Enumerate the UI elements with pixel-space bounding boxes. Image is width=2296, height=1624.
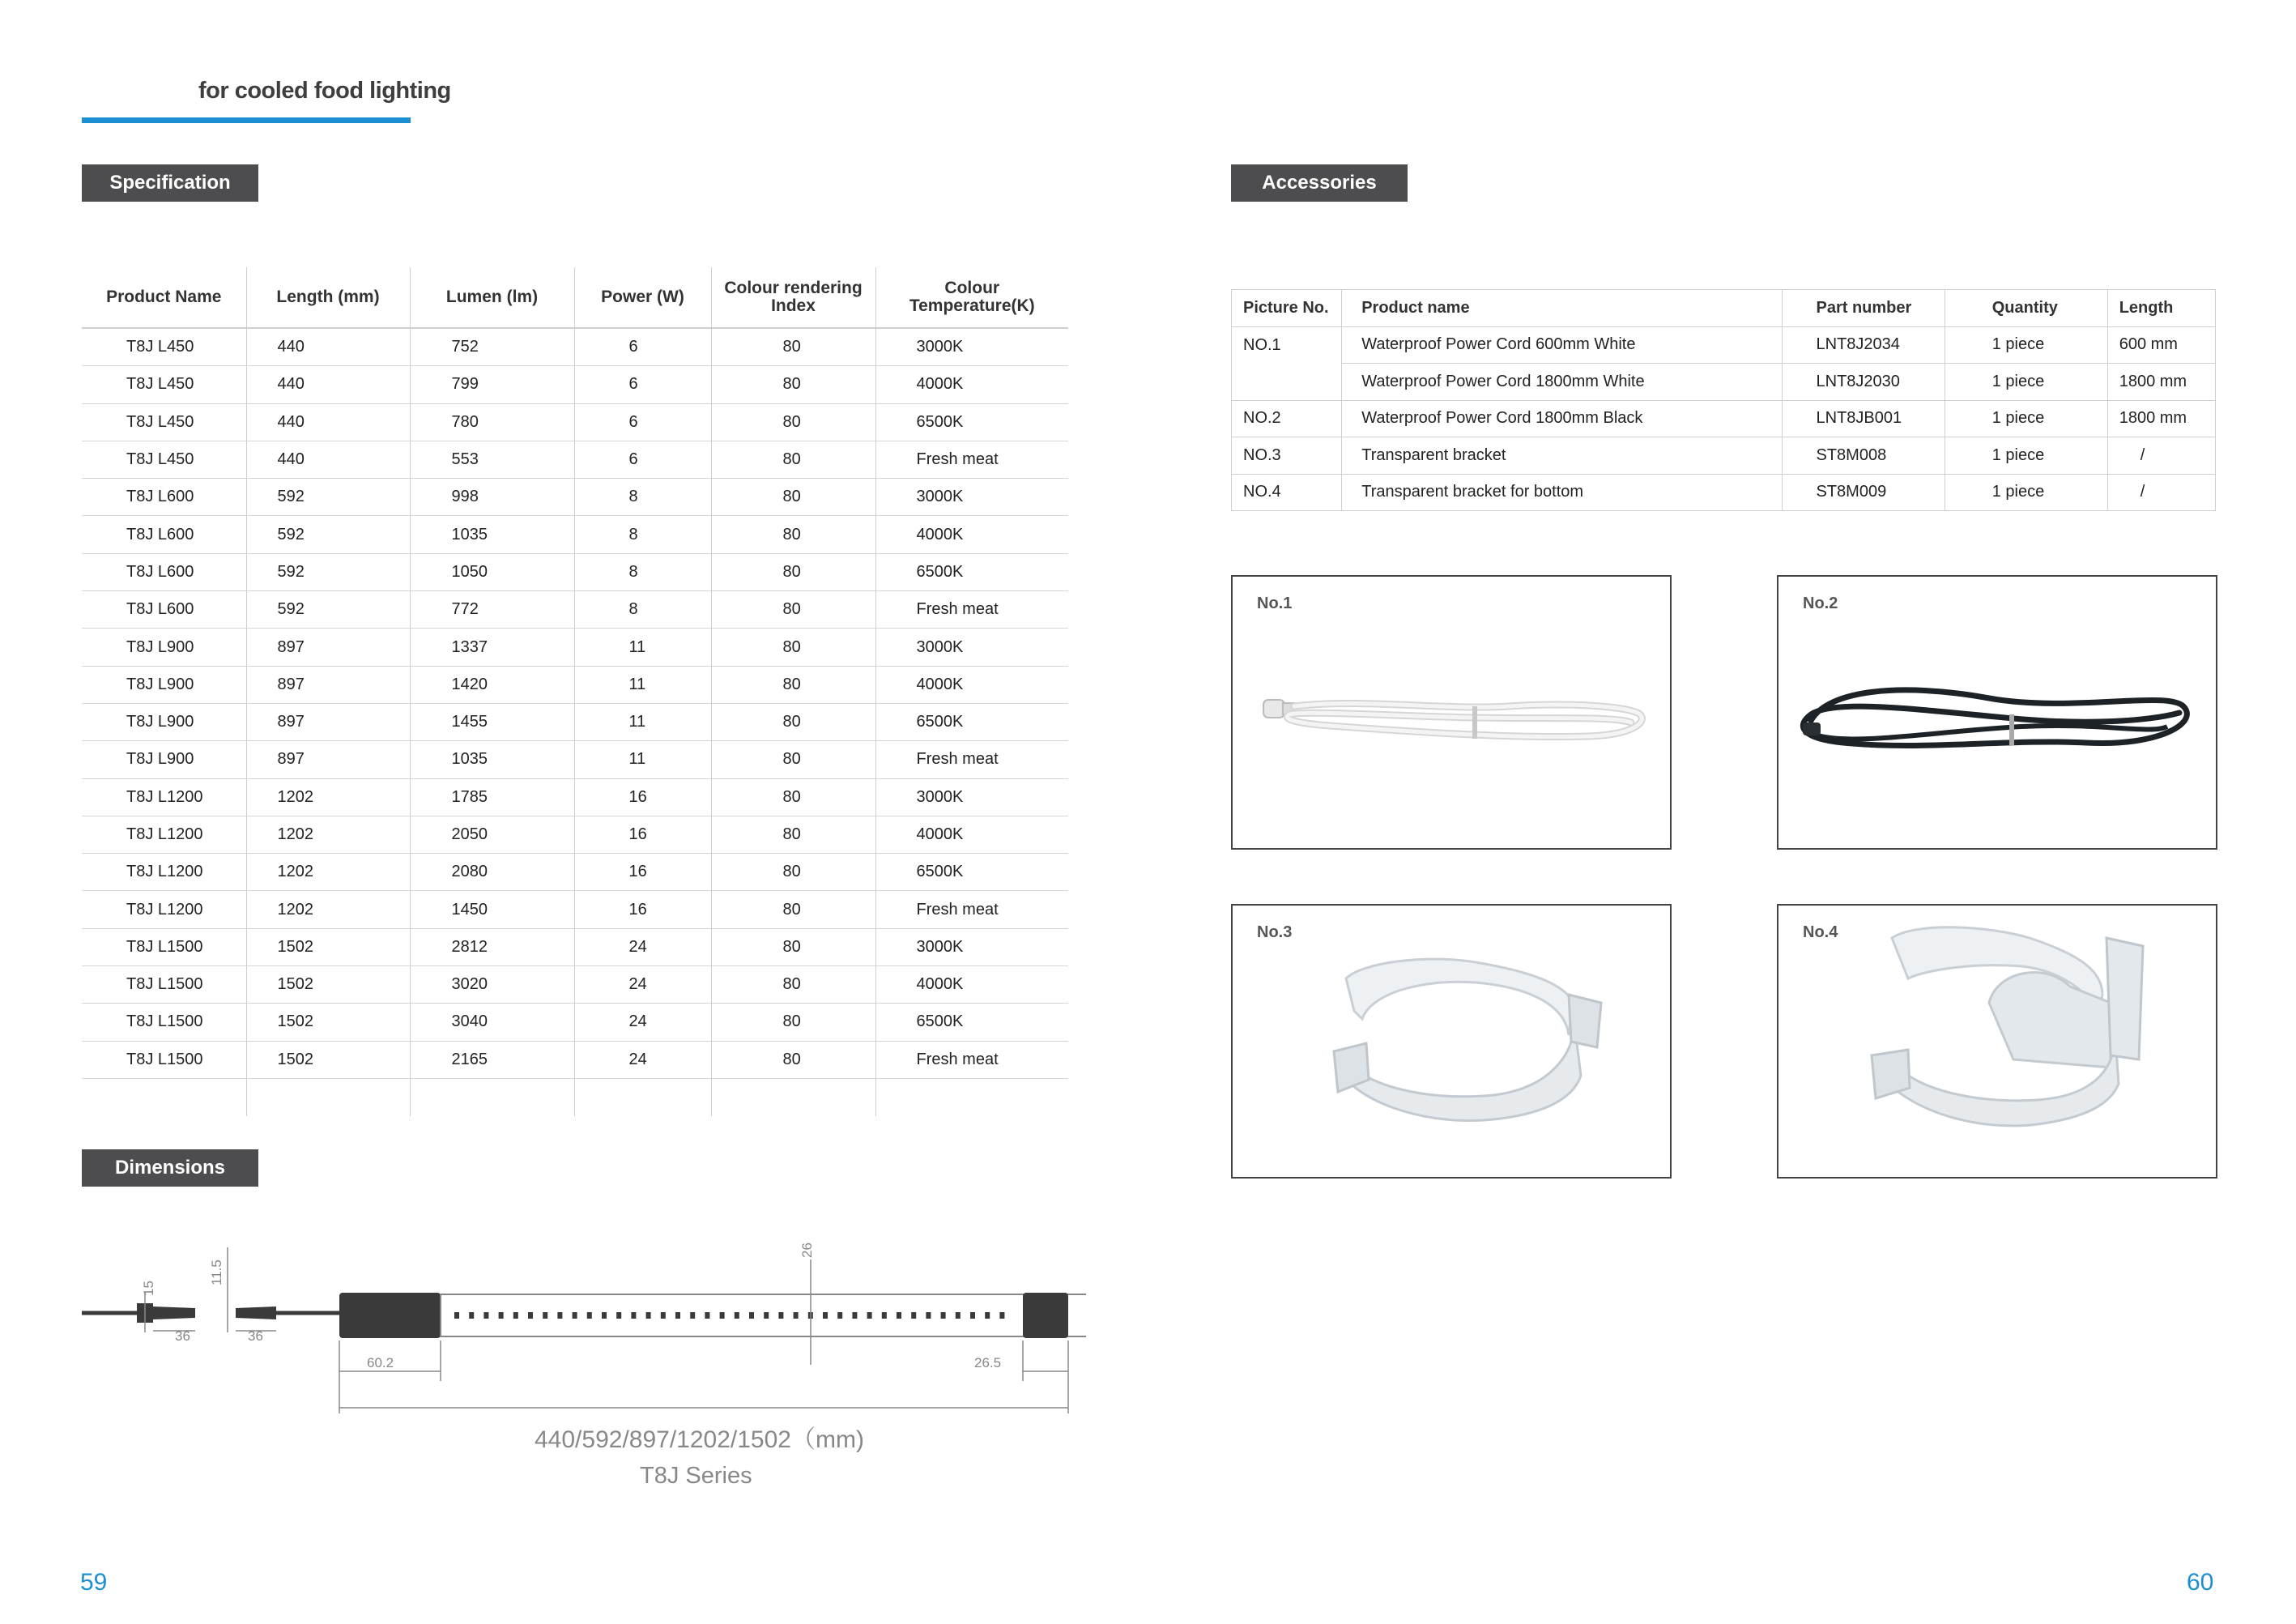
table-row (1232, 437, 2216, 475)
led-dot (911, 1312, 916, 1319)
table-cell: 1 piece (1945, 400, 2107, 437)
table-cell: 80 (711, 778, 875, 816)
table-cell: 24 (574, 1041, 711, 1078)
table-cell: 80 (711, 966, 875, 1004)
table-cell: 6500K (875, 553, 1068, 590)
table-cell: 11 (574, 741, 711, 778)
table-cell: 80 (711, 666, 875, 703)
black-power-cord-photo (1778, 577, 2216, 848)
transparent-bracket-photo (1233, 906, 1670, 1177)
heading-underline (82, 117, 411, 123)
table-row (1232, 364, 2216, 401)
table-cell: 3000K (875, 479, 1068, 516)
dim-36-b: 36 (248, 1328, 263, 1344)
led-dot (543, 1312, 547, 1319)
table-row (82, 854, 1068, 891)
table-row (82, 741, 1068, 778)
table-cell: 752 (410, 328, 574, 366)
led-dot (499, 1312, 504, 1319)
table-cell: 16 (574, 854, 711, 891)
table-cell: 8 (574, 591, 711, 629)
led-dot (705, 1312, 709, 1319)
table-cell: T8J L600 (82, 516, 246, 553)
table-cell: 80 (711, 366, 875, 403)
table-cell: 3000K (875, 328, 1068, 366)
table-cell: T8J L1500 (82, 1041, 246, 1078)
specification-label: Specification (82, 164, 258, 202)
table-row (1232, 400, 2216, 437)
table-cell: 80 (711, 479, 875, 516)
table-row-empty (82, 1078, 1068, 1116)
table-cell: / (2107, 437, 2215, 475)
table-row (82, 479, 1068, 516)
table-cell: 897 (246, 629, 410, 666)
table-cell: 80 (711, 629, 875, 666)
connector-female (236, 1306, 276, 1319)
end-cap-left (339, 1293, 441, 1338)
table-cell: 16 (574, 816, 711, 853)
table-cell: 80 (711, 816, 875, 853)
table-cell: 780 (410, 403, 574, 441)
table-row (1232, 474, 2216, 511)
led-dot (513, 1312, 518, 1319)
table-row (82, 441, 1068, 478)
table-cell-empty (711, 1078, 875, 1116)
table-row (82, 366, 1068, 403)
table-cell: Waterproof Power Cord 600mm White (1342, 326, 1782, 364)
table-cell: 16 (574, 891, 711, 928)
table-cell: / (2107, 474, 2215, 511)
led-dot (749, 1312, 754, 1319)
led-dot (778, 1312, 783, 1319)
table-cell: 772 (410, 591, 574, 629)
picture-box-3 (1231, 904, 1672, 1179)
led-dot (469, 1312, 474, 1319)
table-row (82, 629, 1068, 666)
table-cell: 80 (711, 891, 875, 928)
table-row (82, 516, 1068, 553)
led-dot (587, 1312, 592, 1319)
led-dot (794, 1312, 799, 1319)
table-cell: T8J L1200 (82, 778, 246, 816)
led-dot (764, 1312, 769, 1319)
table-cell: 6500K (875, 403, 1068, 441)
table-cell: 4000K (875, 966, 1068, 1004)
table-cell: NO.2 (1232, 400, 1342, 437)
table-cell-empty (246, 1078, 410, 1116)
table-cell: 1 piece (1945, 437, 2107, 475)
led-dot (867, 1312, 872, 1319)
table-cell: 8 (574, 553, 711, 590)
led-dot (631, 1312, 636, 1319)
table-cell: 6 (574, 403, 711, 441)
led-dot (735, 1312, 739, 1319)
spec-header-cell: Length (mm) (246, 267, 410, 328)
accessories-table (1231, 289, 2216, 511)
picture-label: No.3 (1257, 923, 1293, 941)
table-cell: 4000K (875, 516, 1068, 553)
led-dot (941, 1312, 946, 1319)
table-cell: 440 (246, 441, 410, 478)
table-cell: 897 (246, 666, 410, 703)
table-cell: ST8M009 (1782, 474, 1945, 511)
table-row (82, 328, 1068, 366)
table-cell: 1800 mm (2107, 364, 2215, 401)
table-cell: 6 (574, 328, 711, 366)
table-cell: 1502 (246, 966, 410, 1004)
table-row (82, 928, 1068, 965)
table-cell-empty (410, 1078, 574, 1116)
table-cell: NO.1 (1232, 326, 1342, 364)
acc-header-cell: Quantity (1945, 290, 2107, 327)
table-cell: 440 (246, 366, 410, 403)
table-cell: 80 (711, 403, 875, 441)
table-cell: 998 (410, 479, 574, 516)
table-cell: LNT8JB001 (1782, 400, 1945, 437)
table-row (82, 1041, 1068, 1078)
table-cell: 8 (574, 516, 711, 553)
table-row (82, 666, 1068, 703)
table-cell: T8J L1200 (82, 816, 246, 853)
table-cell: 440 (246, 403, 410, 441)
table-cell: 592 (246, 516, 410, 553)
table-cell: T8J L450 (82, 441, 246, 478)
led-dot (926, 1312, 931, 1319)
table-cell: 80 (711, 591, 875, 629)
table-cell: 4000K (875, 666, 1068, 703)
table-cell: T8J L450 (82, 328, 246, 366)
picture-box-1 (1231, 575, 1672, 850)
led-dot (999, 1312, 1004, 1319)
table-cell: 3000K (875, 629, 1068, 666)
table-cell: 553 (410, 441, 574, 478)
led-dot (602, 1312, 607, 1319)
table-cell: 1035 (410, 741, 574, 778)
table-cell: 1455 (410, 703, 574, 740)
picture-label: No.4 (1803, 923, 1838, 941)
dim-60-2: 60.2 (367, 1355, 394, 1370)
end-cap-right (1023, 1293, 1068, 1338)
table-cell: T8J L450 (82, 403, 246, 441)
table-row (82, 1004, 1068, 1041)
table-row (82, 891, 1068, 928)
table-cell: 80 (711, 854, 875, 891)
table-cell: 11 (574, 666, 711, 703)
dimension-lengths: 440/592/897/1202/1502（mm) (535, 1426, 864, 1453)
table-cell: Fresh meat (875, 591, 1068, 629)
page-heading: for cooled food lighting (198, 78, 451, 104)
dim-36-a: 36 (175, 1328, 190, 1344)
spec-header-row (82, 267, 1068, 328)
led-dot (690, 1312, 695, 1319)
table-cell: 2050 (410, 816, 574, 853)
dimensions-label: Dimensions (82, 1149, 258, 1187)
table-cell: T8J L900 (82, 629, 246, 666)
table-cell (1232, 364, 1342, 401)
table-cell: 1035 (410, 516, 574, 553)
table-cell: T8J L600 (82, 591, 246, 629)
table-cell: 592 (246, 553, 410, 590)
table-cell: T8J L900 (82, 741, 246, 778)
spec-header-cell: Product Name (82, 267, 246, 328)
table-cell: 1202 (246, 778, 410, 816)
led-dot (837, 1312, 842, 1319)
dimension-series: T8J Series (640, 1463, 752, 1489)
table-cell: T8J L900 (82, 666, 246, 703)
page-number-left: 59 (80, 1569, 108, 1596)
picture-label: No.1 (1257, 595, 1293, 612)
table-cell: Waterproof Power Cord 1800mm White (1342, 364, 1782, 401)
table-cell: 80 (711, 1004, 875, 1041)
table-cell: NO.3 (1232, 437, 1342, 475)
table-cell: 3020 (410, 966, 574, 1004)
table-cell: LNT8J2030 (1782, 364, 1945, 401)
led-dot (557, 1312, 562, 1319)
table-row (82, 403, 1068, 441)
spec-header-cell: Power (W) (574, 267, 711, 328)
table-cell: 799 (410, 366, 574, 403)
table-row (82, 816, 1068, 853)
led-dot (675, 1312, 680, 1319)
page-number-right: 60 (2187, 1569, 2214, 1596)
table-cell-empty (875, 1078, 1068, 1116)
table-cell: 6500K (875, 1004, 1068, 1041)
table-cell: 3000K (875, 928, 1068, 965)
table-row (82, 591, 1068, 629)
table-cell: 1 piece (1945, 364, 2107, 401)
spec-header-cell: Colour Temperature(K) (875, 267, 1068, 328)
table-cell: 1 piece (1945, 326, 2107, 364)
table-cell: 24 (574, 1004, 711, 1041)
table-cell: 80 (711, 741, 875, 778)
led-dot (646, 1312, 651, 1319)
dim-26: 26 (799, 1243, 815, 1258)
led-dot (985, 1312, 990, 1319)
table-cell: 4000K (875, 816, 1068, 853)
accessories-label: Accessories (1231, 164, 1408, 202)
spec-header-cell: Colour rendering Index (711, 267, 875, 328)
table-cell: T8J L1500 (82, 1004, 246, 1041)
table-cell: 3000K (875, 778, 1068, 816)
table-cell: Waterproof Power Cord 1800mm Black (1342, 400, 1782, 437)
table-cell: 1202 (246, 816, 410, 853)
dimension-drawing (82, 1227, 1086, 1422)
dim-26-5: 26.5 (974, 1355, 1002, 1370)
table-cell: 6 (574, 366, 711, 403)
table-cell: 6 (574, 441, 711, 478)
table-cell: 897 (246, 703, 410, 740)
table-cell: Fresh meat (875, 1041, 1068, 1078)
table-cell: 1450 (410, 891, 574, 928)
table-row (82, 778, 1068, 816)
table-cell: T8J L600 (82, 479, 246, 516)
table-cell: 80 (711, 516, 875, 553)
acc-header-row (1232, 290, 2216, 327)
led-dot (823, 1312, 828, 1319)
table-cell: Transparent bracket for bottom (1342, 474, 1782, 511)
picture-box-4 (1777, 904, 2217, 1179)
led-dot (897, 1312, 901, 1319)
table-row (1232, 326, 2216, 364)
table-cell-empty (574, 1078, 711, 1116)
led-dot (970, 1312, 975, 1319)
table-cell: 2812 (410, 928, 574, 965)
table-cell: 6500K (875, 703, 1068, 740)
table-cell: 440 (246, 328, 410, 366)
table-cell: 1785 (410, 778, 574, 816)
table-cell: 1502 (246, 1004, 410, 1041)
led-dot (616, 1312, 621, 1319)
table-cell: 1050 (410, 553, 574, 590)
table-cell: 11 (574, 703, 711, 740)
dim-11-5: 11.5 (209, 1260, 224, 1285)
led-dot (573, 1312, 577, 1319)
table-cell: 1502 (246, 1041, 410, 1078)
led-dot (483, 1312, 488, 1319)
table-cell: 6500K (875, 854, 1068, 891)
table-cell: NO.4 (1232, 474, 1342, 511)
table-cell: Fresh meat (875, 441, 1068, 478)
table-cell: 8 (574, 479, 711, 516)
table-cell: 1 piece (1945, 474, 2107, 511)
table-cell: 80 (711, 441, 875, 478)
table-row (82, 703, 1068, 740)
table-cell: T8J L450 (82, 366, 246, 403)
table-cell: Fresh meat (875, 741, 1068, 778)
table-cell: T8J L600 (82, 553, 246, 590)
table-cell: 1800 mm (2107, 400, 2215, 437)
table-cell: 80 (711, 928, 875, 965)
led-dot (956, 1312, 961, 1319)
table-cell: 2080 (410, 854, 574, 891)
table-cell: 592 (246, 479, 410, 516)
table-cell: ST8M008 (1782, 437, 1945, 475)
led-dot (720, 1312, 725, 1319)
picture-box-2 (1777, 575, 2217, 850)
table-cell: 24 (574, 966, 711, 1004)
acc-header-cell: Length (2107, 290, 2215, 327)
table-row (82, 966, 1068, 1004)
table-cell: 1202 (246, 891, 410, 928)
table-cell: 1502 (246, 928, 410, 965)
table-cell-empty (82, 1078, 246, 1116)
table-cell: T8J L1200 (82, 891, 246, 928)
transparent-bottom-bracket-photo (1778, 906, 2216, 1177)
table-cell: 16 (574, 778, 711, 816)
table-cell: 1420 (410, 666, 574, 703)
led-dot (528, 1312, 533, 1319)
table-cell: LNT8J2034 (1782, 326, 1945, 364)
table-cell: T8J L1500 (82, 966, 246, 1004)
table-cell: 80 (711, 1041, 875, 1078)
table-cell: 11 (574, 629, 711, 666)
table-cell: T8J L900 (82, 703, 246, 740)
connector-male (153, 1306, 195, 1319)
table-cell: T8J L1500 (82, 928, 246, 965)
acc-header-cell: Product name (1342, 290, 1782, 327)
led-dot (661, 1312, 666, 1319)
specification-table (82, 267, 1068, 1116)
led-dot (852, 1312, 857, 1319)
spec-header-cell: Lumen (lm) (410, 267, 574, 328)
table-cell: Transparent bracket (1342, 437, 1782, 475)
led-dot (454, 1312, 459, 1319)
table-row (82, 553, 1068, 590)
table-cell: 80 (711, 553, 875, 590)
table-cell: 3040 (410, 1004, 574, 1041)
table-cell: Fresh meat (875, 891, 1068, 928)
acc-header-cell: Part number (1782, 290, 1945, 327)
picture-label: No.2 (1803, 595, 1838, 612)
table-cell: 1202 (246, 854, 410, 891)
table-cell: 4000K (875, 366, 1068, 403)
led-dot (882, 1312, 887, 1319)
white-power-cord-photo (1233, 577, 1670, 848)
acc-header-cell: Picture No. (1232, 290, 1342, 327)
table-cell: 897 (246, 741, 410, 778)
table-cell: 24 (574, 928, 711, 965)
table-cell: 600 mm (2107, 326, 2215, 364)
table-cell: 2165 (410, 1041, 574, 1078)
table-cell: T8J L1200 (82, 854, 246, 891)
dim-15: 15 (141, 1281, 156, 1296)
table-cell: 80 (711, 328, 875, 366)
table-cell: 1337 (410, 629, 574, 666)
table-cell: 80 (711, 703, 875, 740)
table-cell: 592 (246, 591, 410, 629)
